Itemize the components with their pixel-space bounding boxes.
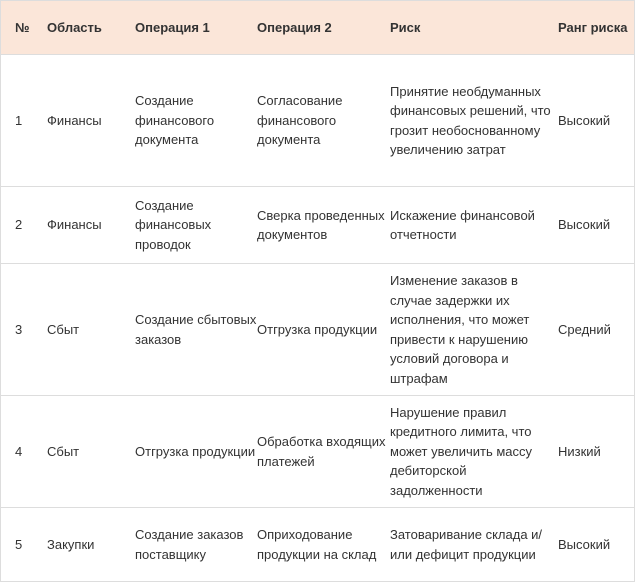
cell-area: Сбыт (47, 264, 135, 396)
table-row (1, 508, 634, 582)
risk-table (1, 1, 634, 582)
header-risk: Риск (390, 1, 558, 55)
cell-operation-1: Создание сбытовых заказов (135, 264, 257, 396)
table-header-row (1, 1, 634, 55)
cell-risk: Изменение заказов в случае задержки их исполнения, что может привести к нарушению условий договора и штрафам (390, 264, 558, 396)
cell-operation-1: Отгрузка продукции (135, 396, 257, 508)
cell-number: 3 (1, 264, 47, 396)
cell-risk-rank: Средний (558, 264, 634, 396)
cell-area: Финансы (47, 187, 135, 264)
cell-risk-rank: Низкий (558, 396, 634, 508)
cell-risk-rank: Высокий (558, 187, 634, 264)
cell-area: Закупки (47, 508, 135, 582)
cell-risk: Принятие необдуманных финансовых решений, что грозит необоснованному увеличению затрат (390, 55, 558, 187)
cell-operation-2: Согласование финансового документа (257, 55, 390, 187)
cell-risk: Искажение финансовой отчетности (390, 187, 558, 264)
cell-operation-1: Создание финансовых проводок (135, 187, 257, 264)
cell-operation-2: Обработка входящих платежей (257, 396, 390, 508)
cell-risk-rank: Высокий (558, 55, 634, 187)
cell-risk: Нарушение правил кредитного лимита, что может увеличить массу дебиторской задолженности (390, 396, 558, 508)
header-operation-1: Операция 1 (135, 1, 257, 55)
table-row (1, 264, 634, 396)
cell-number: 4 (1, 396, 47, 508)
cell-risk-rank: Высокий (558, 508, 634, 582)
table-row (1, 187, 634, 264)
cell-number: 2 (1, 187, 47, 264)
cell-area: Финансы (47, 55, 135, 187)
cell-operation-1: Создание финансового документа (135, 55, 257, 187)
header-number: № (1, 1, 47, 55)
header-area: Область (47, 1, 135, 55)
table-row (1, 55, 634, 187)
cell-risk: Затоваривание склада и/или дефицит продукции (390, 508, 558, 582)
header-operation-2: Операция 2 (257, 1, 390, 55)
cell-operation-2: Оприходование продукции на склад (257, 508, 390, 582)
cell-area: Сбыт (47, 396, 135, 508)
cell-operation-1: Создание заказов поставщику (135, 508, 257, 582)
cell-operation-2: Сверка проведенных документов (257, 187, 390, 264)
cell-number: 1 (1, 55, 47, 187)
header-risk-rank: Ранг риска (558, 1, 634, 55)
table-row (1, 396, 634, 508)
cell-operation-2: Отгрузка продукции (257, 264, 390, 396)
cell-number: 5 (1, 508, 47, 582)
